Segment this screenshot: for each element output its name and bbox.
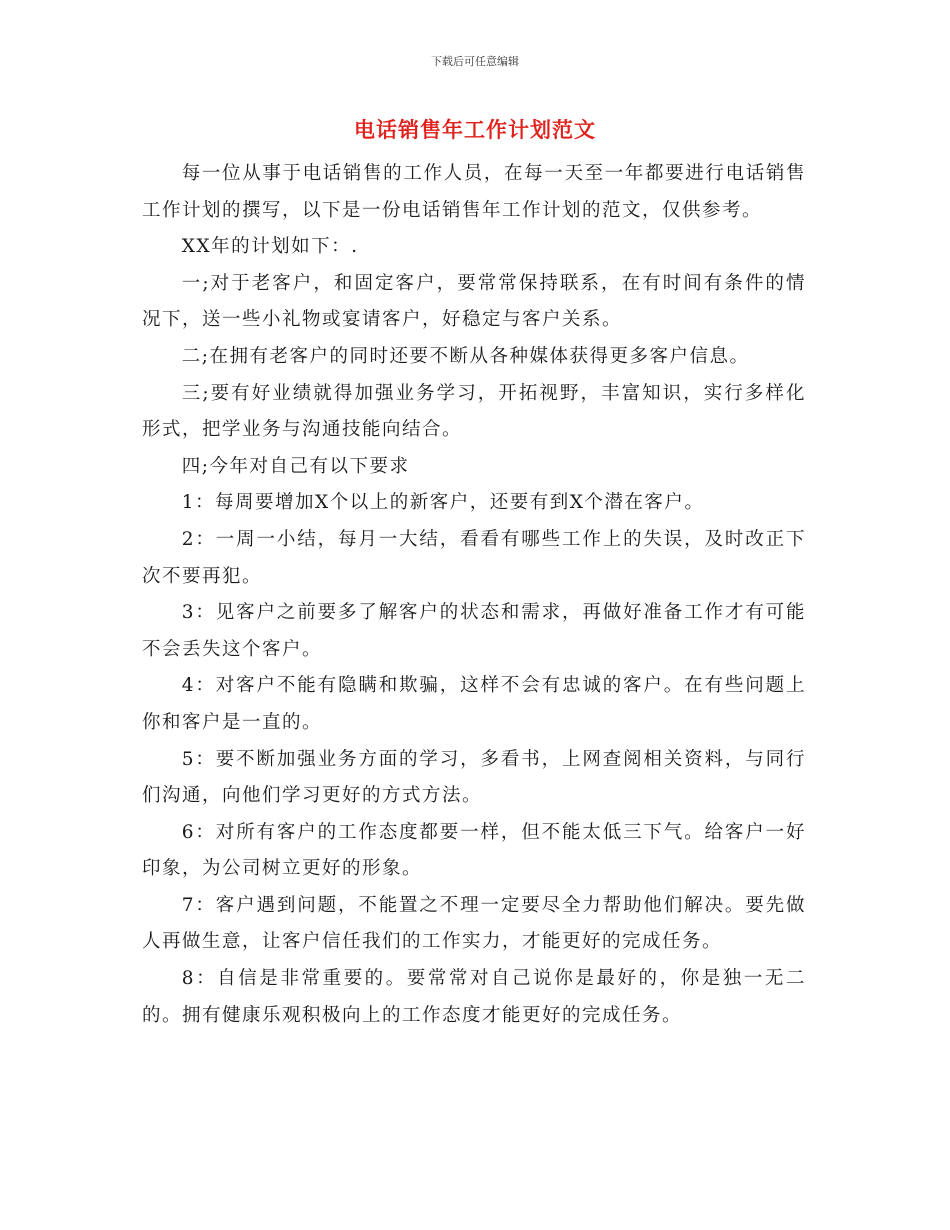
document-title: 电话销售年工作计划范文 xyxy=(354,118,596,142)
paragraph-intro: 每一位从事于电话销售的工作人员，在每一天至一年都要进行电话销售工作计划的撰写，以下是一份电话销售年工作计划的范文，仅供参考。 xyxy=(142,163,806,221)
page-header-note: 下载后可任意编辑 xyxy=(431,55,519,68)
requirement-7: 7：客户遇到问题，不能置之不理一定要尽全力帮助他们解决。要先做人再做生意，让客户信任我们的工作实力，才能更好的完成任务。 xyxy=(142,894,806,953)
requirement-2: 2：一周一小结，每月一大结，看看有哪些工作上的失误，及时改正下次不要再犯。 xyxy=(142,528,806,587)
document-body xyxy=(142,156,806,1034)
requirement-1: 1：每周要增加X个以上的新客户，还要有到X个潜在客户。 xyxy=(181,492,705,514)
requirement-4: 4：对客户不能有隐瞒和欺骗，这样不会有忠诚的客户。在有些问题上你和客户是一直的。 xyxy=(142,675,806,733)
requirement-5: 5：要不断加强业务方面的学习，多看书，上网查阅相关资料，与同行们沟通，向他们学习更好的方式方法。 xyxy=(142,748,806,807)
paragraph-item-one: 一;对于老客户，和固定客户，要常常保持联系，在有时间有条件的情况下，送一些小礼物或宴请客户，好稳定与客户关系。 xyxy=(142,272,806,331)
paragraph-item-three: 三;要有好业绩就得加强业务学习，开拓视野，丰富知识，实行多样化形式，把学业务与沟通技能向结合。 xyxy=(142,382,806,441)
paragraph-item-four: 四;今年对自己有以下要求 xyxy=(181,455,410,477)
requirement-8: 8：自信是非常重要的。要常常对自己说你是最好的，你是独一无二的。拥有健康乐观积极向上的工作态度才能更好的完成任务。 xyxy=(142,968,806,1026)
requirement-6: 6：对所有客户的工作态度都要一样，但不能太低三下气。给客户一好印象，为公司树立更好的形象。 xyxy=(142,821,806,880)
paragraph-plan-heading: XX年的计划如下：. xyxy=(181,236,359,258)
paragraph-item-two: 二;在拥有老客户的同时还要不断从各种媒体获得更多客户信息。 xyxy=(181,345,750,367)
requirement-3: 3：见客户之前要多了解客户的状态和需求，再做好准备工作才有可能不会丢失这个客户。 xyxy=(142,602,806,660)
